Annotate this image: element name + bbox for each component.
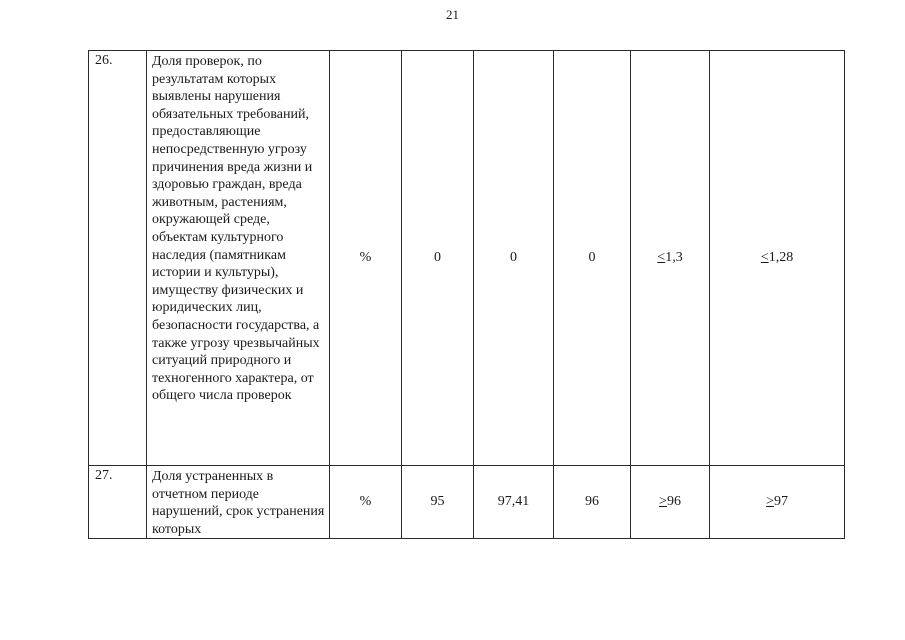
value-cell: 0	[402, 51, 474, 466]
row-number: 27.	[89, 466, 147, 539]
target-value: 1,3	[665, 250, 683, 265]
value-cell: 0	[474, 51, 554, 466]
target-value: 97	[773, 494, 788, 510]
table-row	[89, 466, 845, 539]
indicator-description: Доля проверок, по результатам которых выявлены нарушения обязательных требований, предоставляющие непосредственную угрозу причинения вреда жизни и здоровью граждан, вреда животным, растениям, окружающей среде, объектам культурного наследия (памятникам истории и культуры), имуществу физических и юридических лиц, безопасности государства, а также угрозу чрезвычайных ситуаций природного и техногенного характера, от общего числа проверок	[147, 51, 330, 466]
value-cell: 0	[554, 51, 631, 466]
table-row	[89, 51, 845, 466]
value-cell: 95	[402, 466, 474, 539]
page-number: 21	[446, 7, 459, 22]
comparison-prefix: <	[760, 250, 769, 265]
comparison-prefix: >	[659, 494, 667, 510]
target-cell	[631, 51, 710, 466]
comparison-prefix: >	[766, 494, 774, 510]
row-number: 26.	[89, 51, 147, 466]
indicators-table	[88, 50, 845, 539]
target-value: 96	[666, 494, 681, 510]
target-cell	[710, 51, 845, 466]
indicator-description: Доля устраненных в отчетном периоде нарушений, срок устранения которых	[147, 466, 330, 539]
target-value: 1,28	[768, 250, 794, 265]
comparison-prefix: <	[657, 250, 666, 265]
value-cell: 97,41	[474, 466, 554, 539]
unit-cell: %	[330, 466, 402, 539]
target-cell	[710, 466, 845, 539]
target-cell	[631, 466, 710, 539]
unit-cell: %	[330, 51, 402, 466]
value-cell: 96	[554, 466, 631, 539]
